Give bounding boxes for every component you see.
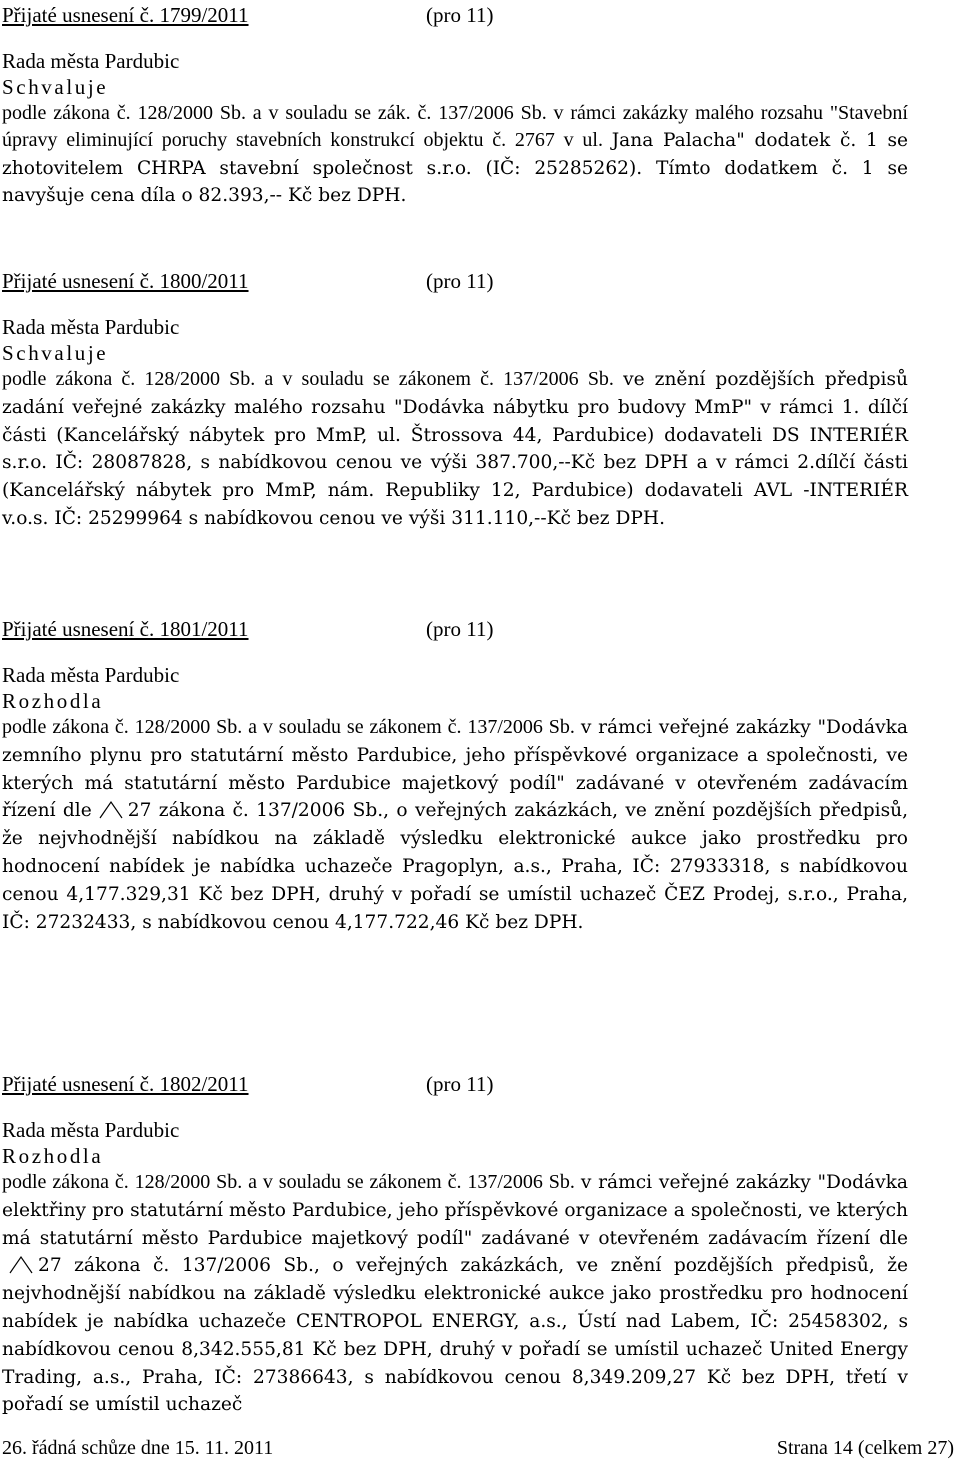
resolution-header: [2, 2, 908, 28]
resolution-1802: [2, 1071, 908, 1419]
decision-verb: Rozhodla: [2, 689, 104, 713]
resolution-header: [2, 616, 908, 642]
section-reference: 27 zákona č. 137/2006 Sb.: [127, 800, 384, 822]
resolution-detail-text: v rámci veřejné zakázky "Dodávka zemního plynu pro statutární město Pardubice, jeho příspěvkové organizace a společnosti, ve kterých má statutární město Pardubice majetkový podíl" zadávané v otevřeném zadávacím řízení dle: [2, 717, 909, 822]
resolution-header: [2, 268, 908, 294]
vote-count: (pro 11): [426, 269, 494, 293]
resolution-detail-text: v rámci veřejné zakázky "Dodávka elektřiny pro statutární město Pardubice, jeho příspěvkové organizace a společnosti, ve kterých má statutární město Pardubice majetkový podíl" zadávané v otevřeném zadávacím řízení dle: [2, 1172, 909, 1249]
resolution-title: Přijaté usnesení č. 1802/2011: [2, 1072, 249, 1096]
decision-verb: Schvaluje: [2, 341, 109, 365]
resolution-detail-continuation: , o veřejných zakázkách, ve znění pozdějších předpisů, že nejvhodnější nabídkou na základě výsledku elektronické aukce jako prostředku pro hodnocení nabídek je nabídka uchazeče Pragoplyn, a.s., Praha, IČ: 27933318, s nabídkovou cenou 4,177.329,31 Kč bez DPH, druhý v pořadí se umístil uchazeč ČEZ Prodej, s.r.o., Praha, IČ: 27232433, s nabídkovou cenou 4,177.722,46 Kč bez DPH.: [2, 800, 908, 933]
council-name: Rada města Pardubic: [2, 49, 180, 73]
resolution-header: [2, 1071, 908, 1097]
legal-basis-text: podle zákona č. 128/2000 Sb. a v souladu se zák. č. 137/2006 Sb. v rámci zakázky malého rozsahu "Stavební úpravy eliminující poruchy stavebních konstrukcí objektu č. 2767 v ul.: [2, 102, 908, 151]
resolution-text: [2, 366, 908, 533]
resolution-text: [2, 1169, 908, 1419]
resolution-title: Přijaté usnesení č. 1801/2011: [2, 617, 249, 641]
resolution-1800: [2, 268, 908, 533]
legal-basis-text: podle zákona č. 128/2000 Sb. a v souladu se zákonem č. 137/2006 Sb.: [2, 368, 624, 390]
resolution-title: Přijaté usnesení č. 1799/2011: [2, 3, 249, 27]
legal-basis-text: podle zákona č. 128/2000 Sb. a v souladu se zákonem č. 137/2006 Sb.: [2, 1171, 581, 1193]
council-name: Rada města Pardubic: [2, 315, 180, 339]
vote-count: (pro 11): [426, 3, 494, 27]
resolution-text: [2, 714, 908, 936]
legal-basis-text: podle zákona č. 128/2000 Sb. a v souladu se zákonem č. 137/2006 Sb.: [2, 716, 581, 738]
section-sign-icon: [8, 1254, 34, 1274]
council-name: Rada města Pardubic: [2, 1118, 180, 1142]
section-sign-icon: [98, 799, 124, 819]
decision-verb: Schvaluje: [2, 75, 109, 99]
resolution-text: [2, 100, 908, 210]
page-number: Strana 14 (celkem 27): [776, 1437, 954, 1459]
resolution-title: Přijaté usnesení č. 1800/2011: [2, 269, 249, 293]
session-info: 26. řádná schůze dne 15. 11. 2011: [2, 1437, 274, 1459]
resolution-1801: [2, 616, 908, 936]
decision-verb: Rozhodla: [2, 1144, 104, 1168]
resolution-1799: [2, 2, 908, 210]
resolution-detail-continuation: , o veřejných zakázkách, ve znění pozdějších předpisů, že nejvhodnější nabídkou na základě výsledku elektronické aukce jako prostředku pro hodnocení nabídek je nabídka uchazeče CENTROPOL ENERGY, a.s., Ústí nad Labem, IČ: 25458302, s nabídkovou cenou 8,342.555,81 Kč bez DPH, druhý v pořadí se umístil uchazeč United Energy Trading, a.s., Praha, IČ: 27386643, s nabídkovou cenou 8,349.209,27 Kč bez DPH, třetí v pořadí se umístil uchazeč: [2, 1255, 909, 1416]
resolution-detail-text: ve znění pozdějších předpisů zadání veřejné zakázky malého rozsahu "Dodávka nábytku pro budovy MmP" v rámci 1. dílčí části (Kancelářský nábytek pro MmP, ul. Štrossova 44, Pardubice) dodavateli DS INTERIÉR s.r.o. IČ: 28087828, s nabídkovou cenou ve výši 387.700,--Kč bez DPH a v rámci 2.dílčí části (Kancelářský nábytek pro MmP, nám. Republiky 12, Pardubice) dodavateli AVL -INTERIÉR v.o.s. IČ: 25299964 s nabídkovou cenou ve výši 311.110,--Kč bez DPH.: [2, 369, 908, 529]
section-reference: 27 zákona č. 137/2006 Sb.: [38, 1255, 314, 1277]
vote-count: (pro 11): [426, 1072, 494, 1096]
vote-count: (pro 11): [426, 617, 494, 641]
council-name: Rada města Pardubic: [2, 663, 180, 687]
resolution-detail-text: Jana Palacha" dodatek č. 1 se zhotovitelem CHRPA stavební společnost s.r.o. (IČ: 25285262). Tímto dodatkem č. 1 se navyšuje cena díla o 82.393,-- Kč bez DPH.: [2, 129, 908, 207]
